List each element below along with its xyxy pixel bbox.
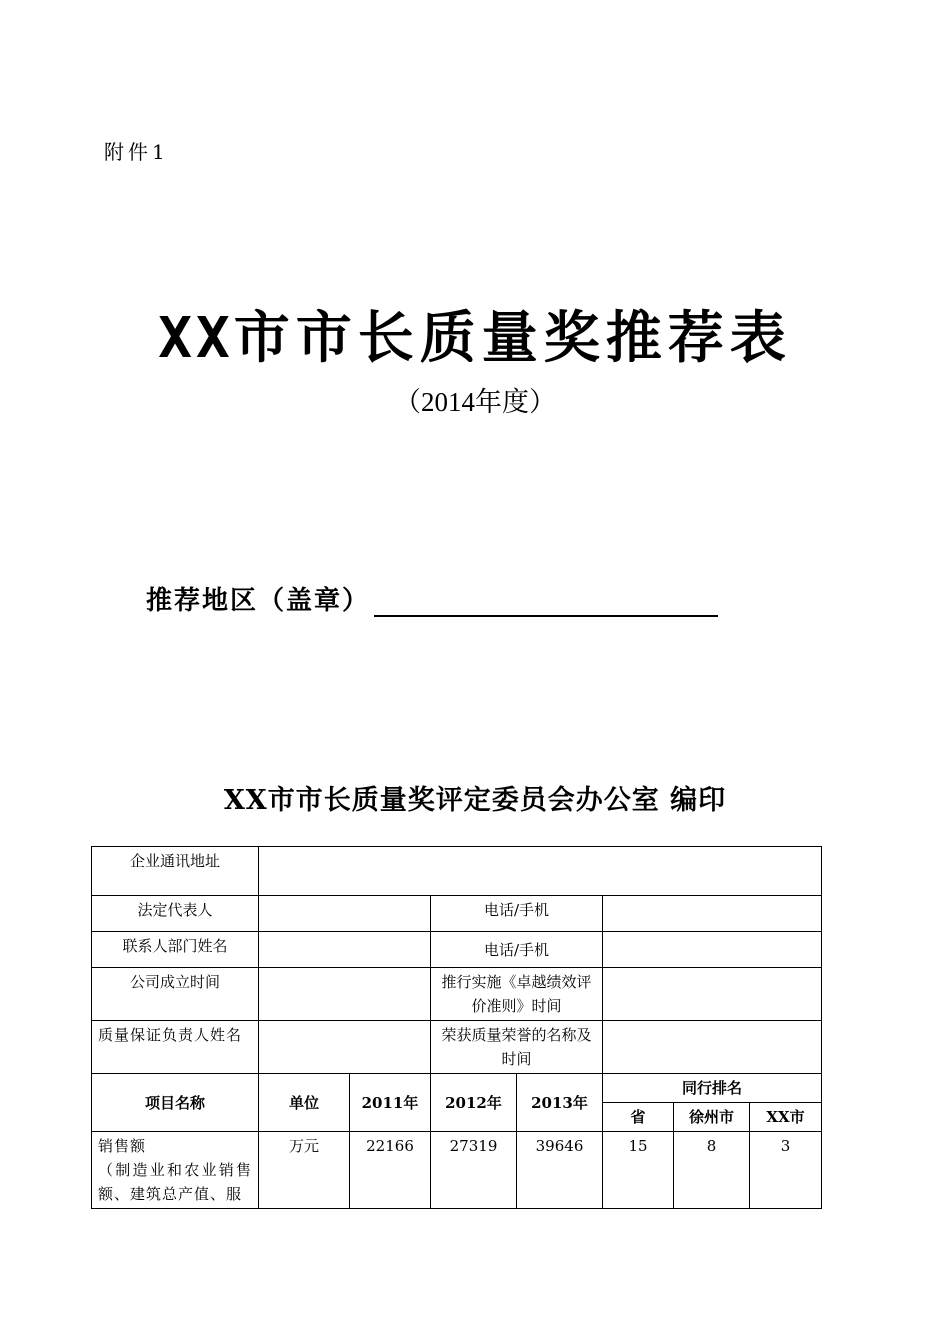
phone-field-1[interactable] (603, 896, 822, 932)
row-2012[interactable]: 27319 (431, 1132, 517, 1209)
row-province[interactable]: 15 (603, 1132, 674, 1209)
region-label: 推荐地区（盖章） (146, 586, 371, 616)
founded-field[interactable] (259, 968, 431, 1021)
legal-rep-field[interactable] (259, 896, 431, 932)
row-unit: 万元 (259, 1132, 350, 1209)
row-xuzhou[interactable]: 8 (674, 1132, 750, 1209)
page-title (0, 298, 950, 379)
recommendation-form (91, 846, 822, 1209)
address-label: 企业通讯地址 (92, 847, 259, 896)
table-row (92, 1132, 822, 1209)
row-item (92, 1132, 259, 1209)
header-unit: 单位 (259, 1074, 350, 1132)
editor-line: XX市市长质量奖评定委员会办公室 编印 (223, 785, 727, 816)
quality-owner-field[interactable] (259, 1021, 431, 1074)
row-2011[interactable]: 22166 (350, 1132, 431, 1209)
excellence-field[interactable] (603, 968, 822, 1021)
founded-label: 公司成立时间 (92, 968, 259, 1021)
header-province: 省 (603, 1103, 674, 1132)
header-2011: 2011年 (350, 1074, 431, 1132)
header-2013: 2013年 (517, 1074, 603, 1132)
attachment-label: 附件1 (104, 140, 169, 164)
phone-field-2[interactable] (603, 932, 822, 968)
contact-field[interactable] (259, 932, 431, 968)
address-row (92, 847, 822, 896)
header-row (92, 1074, 822, 1103)
quality-row (92, 1021, 822, 1074)
contact-row (92, 932, 822, 968)
region-field (146, 580, 718, 617)
row-2013[interactable]: 39646 (517, 1132, 603, 1209)
legal-rep-row (92, 896, 822, 932)
row-item-note: （制造业和农业销售额、建筑总产值、服 (98, 1161, 252, 1203)
address-field[interactable] (259, 847, 822, 896)
header-item: 项目名称 (92, 1074, 259, 1132)
header-ranking: 同行排名 (603, 1074, 822, 1103)
contact-label: 联系人部门姓名 (92, 932, 259, 968)
header-2012: 2012年 (431, 1074, 517, 1132)
region-underline[interactable] (374, 587, 718, 617)
excellence-label: 推行实施《卓越绩效评价准则》时间 (431, 968, 603, 1021)
quality-owner-label: 质量保证负责人姓名 (92, 1021, 259, 1074)
phone-label-1: 电话/手机 (431, 896, 603, 932)
header-xx-city: XX市 (750, 1103, 822, 1132)
year-line: （2014年度） (394, 387, 556, 417)
phone-label-2: 电话/手机 (431, 932, 603, 968)
honors-label: 荣获质量荣誉的名称及时间 (431, 1021, 603, 1074)
honors-field[interactable] (603, 1021, 822, 1074)
row-xx-city[interactable]: 3 (750, 1132, 822, 1209)
founded-row (92, 968, 822, 1021)
title-prefix: XX (158, 306, 234, 371)
row-item-name: 销售额 (98, 1137, 147, 1155)
title-text: 市市长质量奖推荐表 (233, 305, 792, 371)
header-xuzhou: 徐州市 (674, 1103, 750, 1132)
legal-rep-label: 法定代表人 (92, 896, 259, 932)
